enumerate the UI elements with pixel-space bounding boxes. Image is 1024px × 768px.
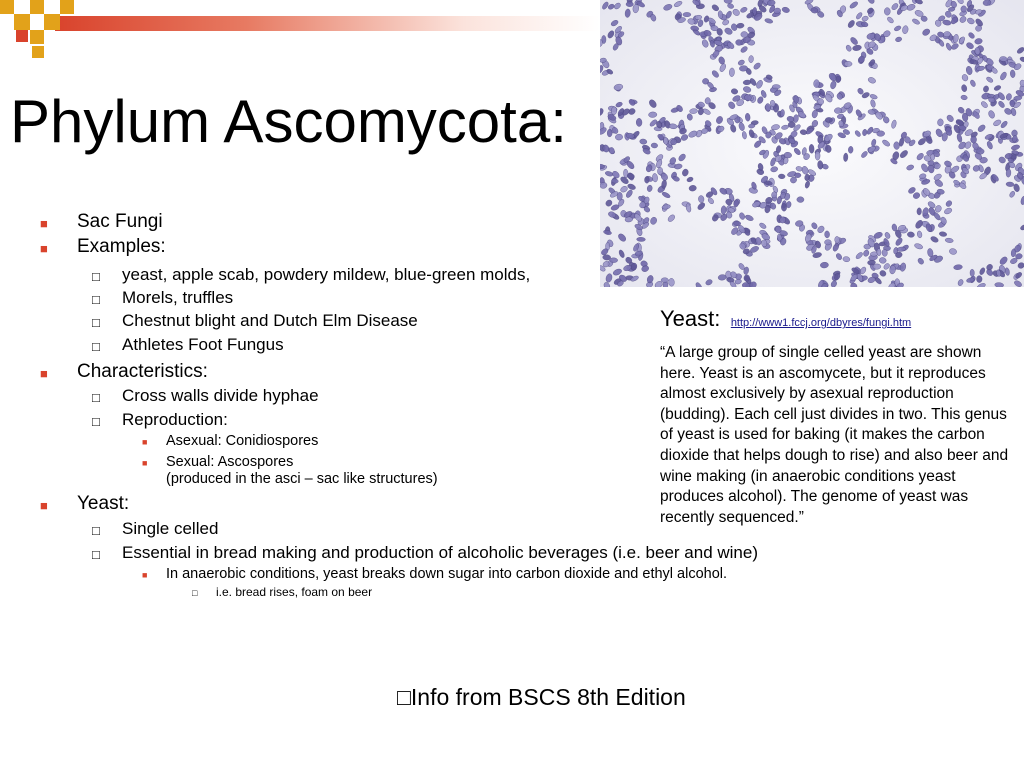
bullet-marker-icon: □ (92, 390, 100, 405)
bullet-item-level-2: yeast, apple scab, powdery mildew, blue-green molds, (122, 265, 531, 284)
yeast-caption-quote: “A large group of single celled yeast are shown here. Yeast is an ascomycete, but it reproduces almost exclusively by asexual reproduction (budding). Each cell just divides in two. This genus of yeast is used for baking (it makes the carbon dioxide that helps dough to rise) and also beer and wine making (in anaerobic conditions yeast produces alcohol). The genome of yeast was recently sequenced.” (660, 344, 1009, 526)
bullet-marker-icon: ■ (142, 458, 148, 468)
bullet-marker-icon: □ (92, 414, 100, 429)
bullet-marker-icon: □ (192, 588, 198, 598)
bullet-marker-icon: ■ (142, 570, 148, 580)
yeast-microscope-image (600, 0, 1024, 287)
bullet-item-level-3: Asexual: Conidiospores (166, 433, 319, 449)
bullet-item-level-2: Athletes Foot Fungus (122, 335, 284, 354)
footer-source (397, 684, 686, 711)
bullet-marker-icon: ■ (40, 241, 48, 256)
yeast-caption-header (660, 306, 911, 332)
slide-title: Phylum Ascomycota: (10, 88, 567, 155)
footer-bullet-icon: □ (397, 684, 411, 710)
bullet-item-level-1: Characteristics: (77, 361, 208, 382)
bullet-item-level-3: Sexual: Ascospores (166, 454, 294, 470)
bullet-marker-icon: □ (92, 339, 100, 354)
bullet-item-level-2: Reproduction: (122, 410, 228, 429)
bullet-item-level-2: Single celled (122, 519, 219, 538)
bullet-item-level-2: Essential in bread making and production of alcoholic beverages (i.e. beer and wine) (122, 543, 758, 562)
bullet-item-level-2: Cross walls divide hyphae (122, 386, 319, 405)
bullet-marker-icon: □ (92, 547, 100, 562)
bullet-marker-icon: ■ (40, 366, 48, 381)
bullet-item-level-1: Yeast: (77, 493, 130, 514)
bullet-item-level-3: In anaerobic conditions, yeast breaks down sugar into carbon dioxide and ethyl alcohol. (166, 566, 728, 582)
bullet-marker-icon: ■ (40, 216, 48, 231)
bullet-item-level-3: (produced in the asci – sac like structures) (166, 471, 438, 487)
bullet-marker-icon: □ (92, 315, 100, 330)
bullet-marker-icon: □ (92, 269, 100, 284)
bullet-marker-icon: □ (92, 523, 100, 538)
bullet-item-level-4: i.e. bread rises, foam on beer (216, 585, 373, 599)
yeast-caption-label: Yeast: (660, 306, 721, 331)
bullet-marker-icon: ■ (40, 498, 48, 513)
bullet-item-level-2: Chestnut blight and Dutch Elm Disease (122, 311, 418, 330)
bullet-marker-icon: □ (92, 292, 100, 307)
bullet-marker-icon: ■ (142, 437, 148, 447)
bullet-item-level-2: Morels, truffles (122, 288, 234, 307)
source-link[interactable]: http://www1.fccj.org/dbyres/fungi.htm (730, 317, 912, 329)
bullet-item-level-1: Sac Fungi (77, 211, 163, 232)
bullet-item-level-1: Examples: (77, 236, 166, 257)
footer-text: Info from BSCS 8th Edition (410, 684, 686, 710)
